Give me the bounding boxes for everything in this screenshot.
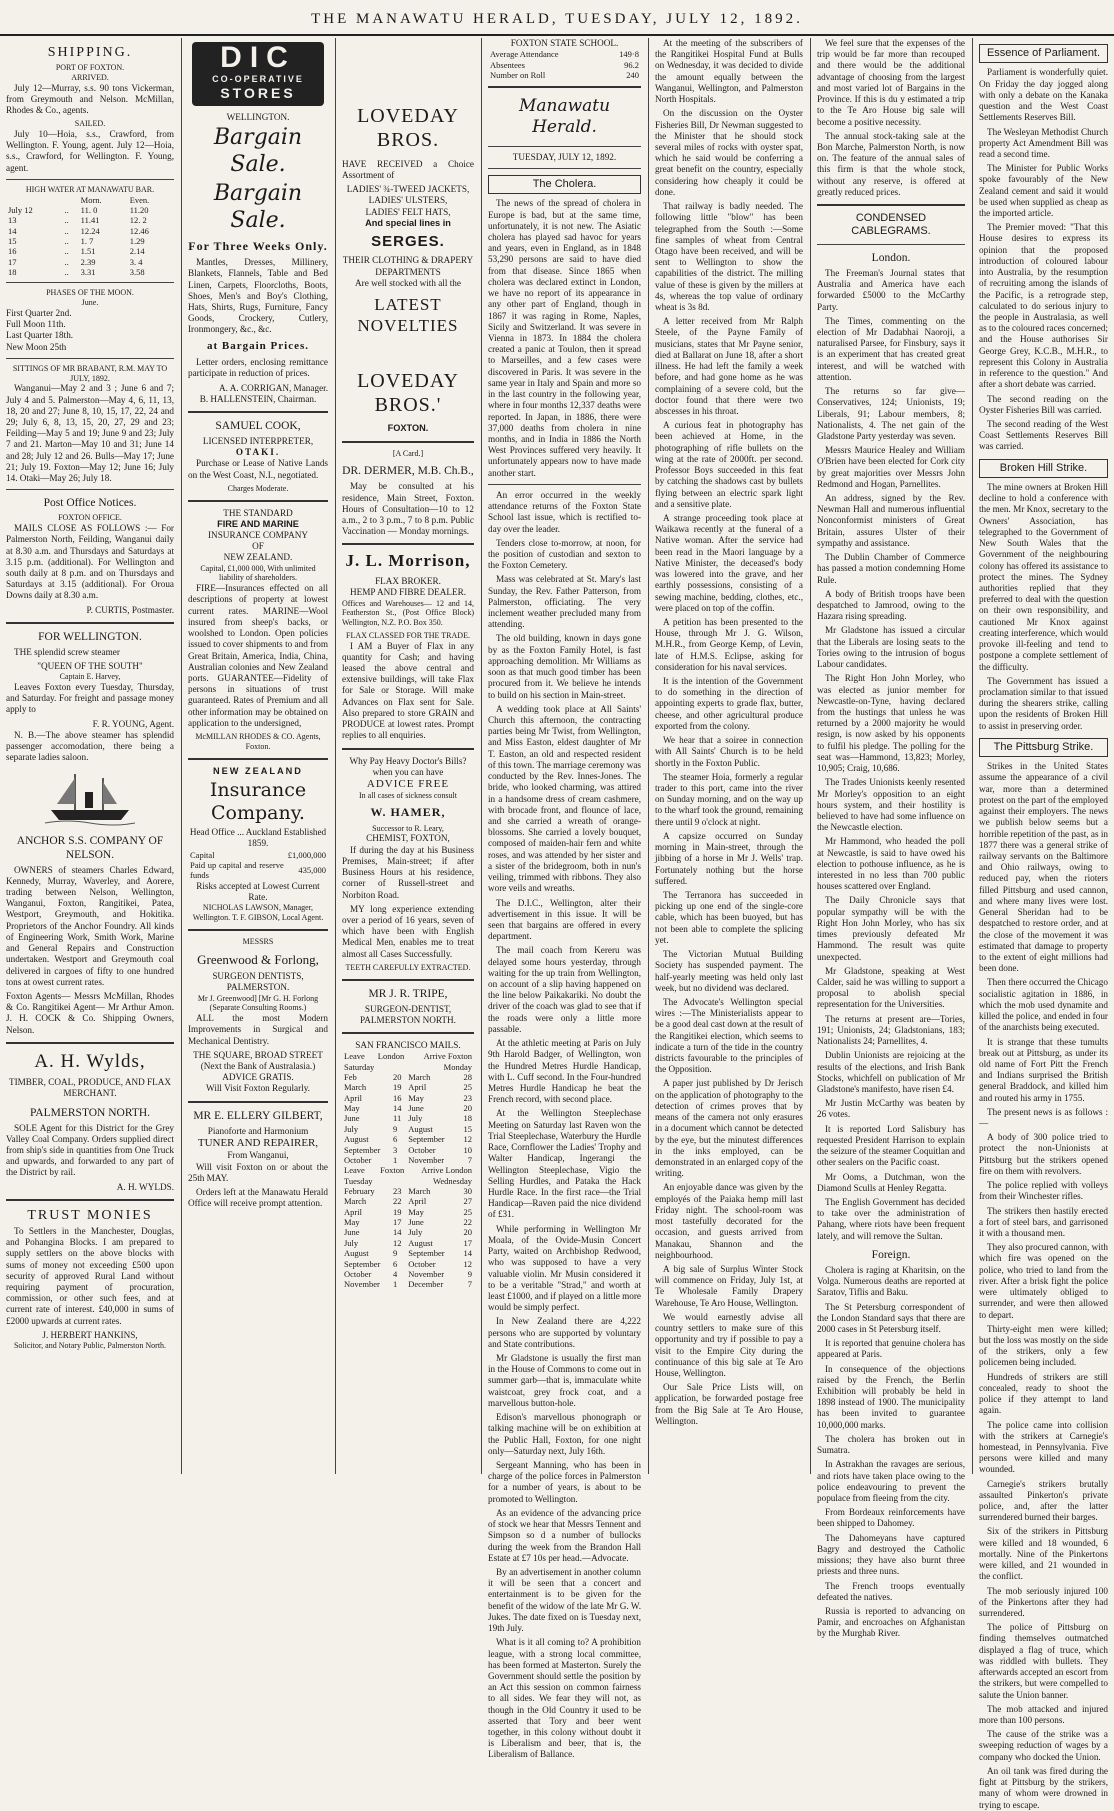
trust-text: To Settlers in the Manchester, Douglas, and Pohangina Blocks. I am prepared to supply settlers on the above blocks with sums of money not exceeding £500 upon security of approved Rural Land without requiring payment of procuration, commission, or other such fees, and at current rate of interest. £40,000 in sums of £2000 upwards at current rates. <box>6 1225 174 1326</box>
table-row: October 4 November 9 <box>344 1268 472 1279</box>
column-1 <box>0 38 180 1474</box>
hamer-heading: W. HAMER, <box>370 805 446 820</box>
cook-text: Purchase or Lease of Native Lands on the West Coast, N.I., negotiated. <box>188 458 328 480</box>
table-row: October 1 November 7 <box>344 1154 472 1165</box>
news-paragraph: Mr Gladstone is usually the first man in the House of Commons to come out in summer garb—that is, immaculate white waistcoat, grey frock coat, and a marvellous button-hole. <box>488 1353 641 1408</box>
news-paragraph: The mine owners at Broken Hill decline to hold a conference with the men. Mr Knox, secretary to the Owners' Association, has telegraphed to the Government of New South Wales that the Government of the neighbouring colony has offered its assistance to protect the mines. The Sydney authorities replied that they preferred to deal with the question on their own responsibility, and cautioned Mr Knox against creating interference, which would provoke ill-feeling and tend to postpone a complete settlement of the difficulty. <box>979 482 1108 672</box>
table-row: May 14 June 20 <box>344 1103 472 1114</box>
arrived-label: ARRIVED. <box>71 72 109 82</box>
news-paragraph: An error occurred in the weekly attendance returns of the Foxton State School last issue, which is rectified to-day over the leader. <box>488 489 641 534</box>
table-row: July 12 August 17 <box>344 1237 472 1248</box>
news-paragraph: Our Sale Price Lists will, on application, be forwarded postage free from the Big Sale at Te Aro House, Wellington. <box>655 1382 803 1426</box>
wylds-sub: TIMBER, COAL, PRODUCE, AND FLAX MERCHANT. <box>8 1077 172 1099</box>
morrison-classed: FLAX CLASSED FOR THE TRADE. <box>346 630 470 640</box>
table-row: August 9 September 14 <box>344 1248 472 1259</box>
news-paragraph: The Wesleyan Methodist Church property Act Amendment Bill was read a second time. <box>979 126 1108 159</box>
morrison-hemp: HEMP AND FIBRE DEALER. <box>349 587 467 598</box>
cable-item: A body of British troops have been despatched to Jamrood, owing to the Hazara rising spreading. <box>817 588 965 622</box>
anchor-agents: Foxton Agents— Messrs McMillan, Rhodes & Co. Rangitikei Agent— Mr Arthur Amon. J. H. COCK & Co. Shipping Owners, Nelson. <box>6 991 174 1035</box>
column-6 <box>811 38 971 1639</box>
bargain-sale: Bargain Sale. <box>213 180 303 233</box>
table-row: July 12 .. 11. 0 11.20 <box>8 204 149 215</box>
moon-phase: Full Moon 11th. <box>6 319 66 330</box>
cable-item: The English Government has decided to take over the administration of Pahang, where riots have been frequent lately, and will remove the Sultan. <box>817 1196 965 1241</box>
news-paragraph: We hear that a soiree in connection with All Saints' Church is to be held shortly in the Foxton Public. <box>655 735 803 768</box>
table-row: Feb 20 March 28 <box>344 1072 472 1083</box>
news-paragraph: Tenders close to-morrow, at noon, for the position of custodian and sexton to the Foxton Cemetery. <box>488 537 641 571</box>
news-paragraph: A wedding took place at All Saints' Church this afternoon, the contracting parties being Mr Twist, from Wellington, and Miss Easton, eldest daughter of Mr T. Easton, an old and respected resident of this town. The marriage ceremony was conducted by the Rev. Innes-Jones. The bride, who looked charming, was attired in a handsome dress of cream cashmere, with brocade front, and flounce of lace, and she carried a wreath of orange-blossoms. She carried a lovely bouquet, composed of maiden-hair fern and white roses, and was attended by her sister and a sister of the bridegroom, both in nun's veiling, trimmed with ribbons. They also wore veils and wreaths. <box>488 703 641 894</box>
gilbert-text: Will visit Foxton on or about the 25th MAY. <box>188 1161 328 1183</box>
news-paragraph: A curious feat in photography has been achieved at Home, in the photographing of rifle bullets on the wing at the rate of 2000ft. per second. Professor Boys succeeded in this feat by catching the shadows cast by bullets flying between an electric spark light and a sensitive plate. <box>655 420 803 509</box>
nzi-risks: Risks accepted at Lowest Current Rate. <box>196 880 320 902</box>
wellington-sailings: Leaves Foxton every Tuesday, Thursday, and Saturday. For freight and passage money apply to <box>6 682 174 715</box>
nzi-office: Head Office ... Auckland Established 1859. <box>189 827 327 849</box>
news-paragraph: The second reading on the Oyster Fisheries Bill was carried. <box>979 393 1108 415</box>
dic-logo-sub: CO-OPERATIVE <box>212 74 304 84</box>
news-paragraph: The mob attacked and injured more than 100 persons. <box>979 1703 1108 1725</box>
loveday-latest: LATEST NOVELTIES <box>357 295 459 335</box>
arrived-text: July 12—Murray, s.s. 90 tons Vickerman, from Greymouth and Nelson. McMillan, Rhodes & Co., agents. <box>6 82 174 116</box>
news-paragraph: The steamer Hoia, formerly a regular trader to this port, came into the river on Sunday morning, and on the way up to the wharf took the ground, remaining there until 9 o'clock at night. <box>655 771 803 827</box>
captain: Captain E. Harvey, <box>59 672 121 682</box>
table-row: August 6 September 12 <box>344 1134 472 1145</box>
cable-item: Cholera is raging at Kharitsin, on the Volga. Numerous deaths are reported at Saratov, Tiflis and Baku. <box>817 1264 965 1298</box>
news-paragraph: As an evidence of the advancing price of stock we hear that Messrs Tennent and Simpson so d a number of bullocks during the week from the Brandon Hall Estate at £7 10s per head.—Advocate. <box>488 1507 641 1563</box>
standard-capital: Capital, £1,000 000, With unlimited liability of shareholders. <box>200 563 316 583</box>
court-heading: SITTINGS OF MR BRABANT, R.M. MAY TO JULY, 1892. <box>12 363 168 383</box>
pittsburg-heading: The Pittsburg Strike. <box>979 738 1108 757</box>
table-row: Average Attendance 149·8 <box>490 49 639 60</box>
news-paragraph: The Victorian Mutual Building Society has suspended payment. The half-yearly meeting was held only last week, but no dividend was declared. <box>655 949 803 993</box>
news-paragraph: Carnegie's strikers brutally assaulted Pinkerton's private police, and, after the latter surrendered burned their barges. <box>979 1478 1108 1523</box>
table-row: March 22 April 27 <box>344 1196 472 1207</box>
news-paragraph: The D.I.C., Wellington, alter their advertisement in this issue. It will be seen that bargains are offered in every department. <box>488 897 641 942</box>
issue-date: TUESDAY, JULY 12, 1892. <box>512 151 617 162</box>
table-row: March 19 April 25 <box>344 1082 472 1093</box>
cable-item: Messrs Maurice Healey and William O'Brien have been elected for Cork city by great majorities over Messrs John Redmond and Hogan, Parnellites. <box>817 445 965 489</box>
gf-sub: SURGEON DENTISTS, PALMERSTON. <box>212 971 304 993</box>
news-paragraph: The Premier moved: "That this House desires to express its opinion that the proposed introduction of coloured labour into Australia, by the resumption of recruiting among the islands of the Pacific, is a retrograde step, calculated to do serious injury to the people in Australasia, as well as to the coloured races concerned; and the House authorises Sir George Grey, K.C.B., M.H.R., to represent this Colony in Australia in reference to the question." And after a short debate was carried. <box>979 222 1108 390</box>
mails-table <box>342 1051 474 1289</box>
foreign-heading: Foreign. <box>871 1248 911 1261</box>
news-paragraph: They also procured cannon, with which fire was opened on the police, who tried to land from the river. After a brisk fight the police were ultimately obliged to surrender, and were then allowed to depart. <box>979 1242 1108 1320</box>
news-paragraph: A letter received from Mr Ralph Steele, of the Payne Family of musicians, states that Mr Payne senior, died at Ballarat on June 18, after a short illness. He had left the family a week before, and had gone home as he was complaining of a severe cold, but the doctor found that there were two abscesses in his throat. <box>655 316 803 416</box>
gilbert-from: From Wanganui, <box>227 1150 289 1161</box>
sailed-label: SAILED. <box>74 119 106 129</box>
news-paragraph: A paper just published by Dr Jerisch on the application of photography to the detection of crimes proves that by means of the camera not only erasures in a document which cannot be detected by the eye, but the minutest differences in the inks employed, can be demonstrated in an enlarged copy of the writing. <box>655 1078 803 1179</box>
cable-item: It is reported Lord Salisbury has requested President Harrison to explain the seizure of the steamer Coquitlan and other sealers on the Pacific coast. <box>817 1123 965 1168</box>
column-3 <box>336 38 480 1474</box>
trust-sign: J. HERBERT HANKINS, <box>42 1329 138 1340</box>
news-paragraph: Parliament is wonderfully quiet. On Friday the day jogged along with only a debate on the Kanaka question and the West Coast Settlements Reserves Bill. <box>979 67 1108 123</box>
cable-item: Russia is reported to advancing on Pamir, and encroaches on Afghanistan by the Murghab River. <box>817 1605 965 1639</box>
table-row: Capital £1,000,000 <box>190 849 326 860</box>
tripe-heading: MR J. R. TRIPE, <box>368 987 448 1000</box>
news-paragraph: Hundreds of strikers are still concealed, ready to shoot the police if they attempt to land again. <box>979 1371 1108 1416</box>
news-paragraph: The old building, known in days gone by as the Foxton Family Hotel, is fast approaching demolition. Mr Williams as soon as that much good timber has been procured from it. We believe he intends to build on his section in Main-street. <box>488 633 641 700</box>
wellington-heading: FOR WELLINGTON. <box>38 630 142 643</box>
table-row: Absentees 96.2 <box>490 59 639 70</box>
news-paragraph: The strikers then hastily erected a fort of steel bars, and garrisoned it with a thousand men. <box>979 1205 1108 1238</box>
news-paragraph: At the Wellington Steeplechase Meeting on Saturday last Raven won the Trial Steeplechase, Waterbury the Hurdle Race, Cornflower the Ladies' Trophy and Walter Handicap, Ingerangi the Wellington Steeplechase, Vigio the Selling Hurdles, and Pataka the Hack Hurdle Race. In the first race—the Trial Handicap—Raven paid the nice dividend of £31. <box>488 1108 641 1220</box>
cable-item: The Freeman's Journal states that Australia and America have each forwarded £5000 to the McCarthy Party. <box>817 267 965 312</box>
table-row: July 9 August 15 <box>344 1123 472 1134</box>
loveday-item: LADIES' ¾-TWEED JACKETS, <box>346 184 470 195</box>
news-paragraph: An enjoyable dance was given by the employés of the Paiaka hemp mill last Friday night. The school-room was most tastefully decorated for the occasion, and guests arrived from Manakau, Shannon and the neighbourhood. <box>655 1182 803 1260</box>
dic-letter: Letter orders, enclosing remittance participate in reduction of prices. <box>188 357 328 379</box>
hamer-advice: ADVICE FREE <box>366 777 450 790</box>
cable-item: Mr Hammond, who headed the poll at Newcastle, is said to have owed his election to pothouse influence, as he is interested in no less than 700 public houses scattered over England. <box>817 836 965 892</box>
table-row: Number on Roll 240 <box>490 69 639 80</box>
news-paragraph: It is strange that these tumults break out at Pittsburg, as under its old name of Fort Pitt the French and Indians surprised the British general Braddock, and killed him and routed his army in 1755. <box>979 1036 1108 1103</box>
gilbert-heading: MR E. ELLERY GILBERT, <box>193 1109 323 1122</box>
standard-of: OF <box>252 541 264 552</box>
loveday-item: LADIES' FELT HATS, <box>365 206 451 217</box>
gf-address: THE SQUARE, BROAD STREET (Next the Bank of Australasia.) <box>193 1049 323 1071</box>
table-row: September 3 October 10 <box>344 1144 472 1155</box>
loveday-serges: SERGES. <box>371 233 445 251</box>
wylds-text: SOLE Agent for this District for the Grey Valley Coal Company. Orders supplied direct from ship's side in quantities from One Truck and upwards, and forwarded to any part of the District by rail. <box>6 1122 174 1178</box>
trust-heading: TRUST MONIES <box>27 1207 153 1223</box>
sailed-text: July 10—Hoia, s.s., Crawford, from Wellington. F. Young, agent. July 12—Hoia, s.s., Crawford, for Wellington. F. Young, agent. <box>6 128 174 173</box>
cables-heading: CONDENSED CABLEGRAMS. <box>851 212 931 238</box>
hamer-why: Why Pay Heavy Doctor's Bills? when you can have <box>349 755 467 777</box>
column-5 <box>649 38 809 1474</box>
news-paragraph: It is the intention of the Government to do something in the direction of appointing experts to grade flax, butter, cheese, and other agricultural produce exported from the colony. <box>655 676 803 731</box>
news-paragraph: That railway is badly needed. The following little "blow" has been telegraphed from the South :—Some fine samples of wheat from Central Otago have been received, and will be sent to Wellington to show the capabilities of the district. The milling value of these is given by the millers at 4s, whereas the top value of ordinary wheat is 3s 8d. <box>655 201 803 313</box>
news-paragraph: Then there occurred the Chicago socialistic agitation in 1886, in which the mob used dynamite and killed the police, and ended in four of the anarchists being executed. <box>979 977 1108 1033</box>
table-row: 13 .. 11.41 12. 2 <box>8 215 147 226</box>
mails-heading: SAN FRANCISCO MAILS. <box>355 1040 461 1051</box>
cable-item: Dublin Unionists are rejoicing at the results of the elections, and Irish Bank Stocks, whichfell on publication of Mr Gladstone's manifesto, have risen £4. <box>817 1050 965 1094</box>
wylds-place: PALMERSTON NORTH. <box>29 1106 151 1119</box>
standard-agents: McMILLAN RHODES & CO. Agents, Foxton. <box>195 732 321 751</box>
three-weeks: For Three Weeks Only. <box>188 238 328 253</box>
gilbert-sub2: TUNER AND REPAIRER, <box>197 1136 319 1149</box>
dic-place: WELLINGTON. <box>226 112 290 122</box>
news-paragraph: Six of the strikers in Pittsburg were killed and 18 wounded, 6 mortally. Nine of the Pinkertons were killed, and 21 wounded in the conflict. <box>979 1526 1108 1582</box>
tide-heading: HIGH WATER AT MANAWATU BAR. <box>25 184 155 194</box>
table-row: May 17 June 22 <box>344 1217 472 1228</box>
post-office-sub: FOXTON OFFICE. <box>58 513 122 523</box>
news-paragraph: The Advocate's Wellington special wires :—The Ministerialists appear to be a good deal cast down at the result of the Rangitikei election, which seems to indicate a turn of the tide in the country districts favourable to the principles of the Opposition. <box>655 996 803 1075</box>
gf-visit: Will Visit Foxton Regularly. <box>206 1083 310 1094</box>
bargain-sale: Bargain Sale. <box>213 125 303 178</box>
school-table <box>488 49 641 80</box>
news-paragraph: The second reading of the West Coast Settlements Reserves Bill was carried. <box>979 418 1108 452</box>
news-paragraph: Strikes in the United States assume the appearance of a civil war, more than a determined protest on the part of the employed against their employers. The news we publish below seems but a horrible repetition of the past, as in 1877 there was a general strike of railway servants on the Baltimore and Ohio railways, owing to reduced pay, when the rioters filled Pittsburg and used cannon, and where many lives were lost. General Sheridan had to be despatched to restore order, and at the close of the movement it was estimated that damage to property to the extent of eight millions had been done. <box>979 761 1108 974</box>
loveday-have: HAVE RECEIVED a Choice Assortment of <box>342 158 474 180</box>
dermer-heading: DR. DERMER, M.B. Ch.B., <box>342 465 474 478</box>
essence-heading: Essence of Parliament. <box>979 44 1108 63</box>
table-row: Leave Foxton Tuesday Arrive London Wednesday <box>344 1165 472 1186</box>
dermer-text: May be consulted at his residence, Main Street, Foxton. Hours of Consultation—10 to 12 a.m., 2 to 3 p.m., 7 to 8 p.m. Public Vaccination — Monday mornings. <box>342 481 474 537</box>
news-paragraph: Sergeant Manning, who has been in charge of the police forces in Palmerston for a number of years, is about to be promoted to Wellington. <box>488 1460 641 1504</box>
column-7 <box>973 38 1114 1810</box>
table-row: Leave London Saturday Arrive Foxton Monday <box>344 1051 472 1072</box>
news-paragraph: The police of Pittsburg on finding themselves outmatched displayed a flag of truce, which was riddled with bullets. They afterwards accepted an escort from the strikers, but were compelled to salute the Union banner. <box>979 1622 1108 1700</box>
cable-item: The Trades Unionists keenly resented Mr Morley's opposition to an eight hours system, and their hostility is believed to have had some influence on the Newcastle election. <box>817 777 965 833</box>
dic-logo-stores: STORES <box>220 84 296 101</box>
cable-item: The Dahomeyans have captured Bagry and destroyed the Catholic missions; they have also burnt three priests and three nuns. <box>817 1532 965 1577</box>
moon-phase: Last Quarter 18th. <box>6 330 74 341</box>
news-paragraph: The police replied with volleys from their Winchester rifles. <box>979 1180 1108 1202</box>
gilbert-sub: Pianoforte and Harmonium <box>207 1125 309 1136</box>
dic-goods: Mantles, Dresses, Millinery, Blankets, Flannels, Table and Bed Linen, Carpets, Floorcloths, Boots, Shoes, Men's and Boy's Clothing, Hats, Shirts, Rugs, Furniture, Fancy Goods, Crockery, Cutlery, Ironmongery, &c., &c. <box>188 257 328 335</box>
newspaper-flag: Manawatu Herald. <box>518 96 611 138</box>
cable-item: From Bordeaux reinforcements have been shipped to Dahomey. <box>817 1507 965 1529</box>
news-paragraph: The present news is as follows :— <box>979 1106 1108 1129</box>
news-paragraph: A capsize occurred on Sunday morning in Main-street, through the jibbing of a horse in Mr J. Wells' trap. Fortunately nothing but the horse suffered. <box>655 830 803 886</box>
news-paragraph: At the athletic meeting at Paris on July 9th Harold Badger, of Wellington, won the Hundred Metres Hurdle Handicap, with L. Cuff second. In the Four-hundred Metres Hurdle Handicap he beat the French record, with second place. <box>488 1038 641 1105</box>
morrison-text: I AM a Buyer of Flax in any quantity for Cash; and having leased the above central and extensive buildings, will take Flax for Sale or Storage. Will make Advances on Flax sent for Sale. Also prepared to store GRAIN and PRODUCE at lowest rates. Prompt replies to all enquiries. <box>342 640 474 741</box>
cholera-text: The news of the spread of cholera in Europe is bad, but at the same time, unfortunately, it is not new. The Asiatic cholera has played sad havoc for years and years, even in England, as in 1848 53,290 persons are said to have died from that disease. Since 1865 when cholera was declared extinct in London, we have no report of its appearance in any other part of England, though in 1867 it was raging in Rome, Naples, Sicily and Switzerland. It was severe in Vienna in 1873. In 1884 the cholera created a panic at Toulon, then it spread to Marseilles, and a few cases were discovered in Paris. It was severe in the same year in Italy and Spain and more so in the last country in the following year, where in four months 12,337 deaths were reported. In Japan, in 1886, there were 37,000 deaths from cholera in nine months, and in India in 1886 the North West Provinces suffered very heavily. It unfortunately appears now to have made another start. <box>488 198 641 478</box>
table-row: Morn. Even. <box>80 194 150 205</box>
table-row: 14 .. 12.24 12.46 <box>8 225 149 236</box>
news-paragraph: What is it all coming to? A prohibition league, with a strong local committee, has been formed at Masterton. Surely the Government should settle the position by an Act this session on common fairness to all sides. We fear they will not, as though in the Old Country it used to be asserted that Tory and beer went together, in this colony without doubt it is Liberalism and beer, that is, the Liberalism of Ballance. <box>488 1637 641 1760</box>
card-label: [A Card.] <box>392 448 424 458</box>
news-paragraph: While performing in Wellington Mr Moala, of the Ovide-Musin Concert Party, waited on Archbishop Redwood, who was supposed to have a very valuable violin. Mr Musin considered it to be a veritable "Strad," and worth at least £1000, and if played on a little more would be simply perfect. <box>488 1223 641 1313</box>
cook-charges: Charges Moderate. <box>227 483 289 493</box>
standard-nz: NEW ZEALAND. <box>223 552 293 563</box>
news-paragraph: The police came into collision with the strikers at Carnegie's homestead, in Pennsylvania. Five persons were killed and many wounded. <box>979 1419 1108 1475</box>
table-row: April 19 May 25 <box>344 1206 472 1217</box>
wellington-agent: F. R. YOUNG, Agent. <box>92 718 174 729</box>
cable-item: Mr Gladstone has issued a circular that the Liberals are losing seats to the Tories owing to the intrusion of bogus Labour candidates. <box>817 625 965 670</box>
broken-hill-heading: Broken Hill Strike. <box>979 459 1108 478</box>
table-row: November 1 December 7 <box>344 1279 472 1290</box>
wylds-sign: A. H. WYLDS. <box>116 1181 174 1192</box>
news-paragraph: At the meeting of the subscribers of the Rangitikei Hospital Fund at Bulls on Wednesday, it was decided to divide the amount equally between the Wanganui, Wellington, and Palmerston North Hospitals. <box>655 38 803 105</box>
cook-sub: LICENSED INTERPRETER, <box>202 435 314 446</box>
cook-heading: SAMUEL COOK, <box>215 419 301 432</box>
cable-item: The returns at present are—Tories, 191; Unionists, 24; Gladstonians, 183; Nationalists 24; Parnellites, 4. <box>817 1013 965 1047</box>
post-office-text: MAILS CLOSE AS FOLLOWS :— For Palmerston North, Feilding, Wanganui daily at 8.30 a.m. and Thursdays and Saturdays at 3.15 p.m. (additional). For Wellington and south daily at 8 p.m. and on Thursdays and Saturdays at 3.15 (additional). For Oroua Downs daily at 8.30 a.m. <box>6 523 174 601</box>
standard-heading: THE STANDARD <box>223 507 293 518</box>
ship-name: "QUEEN OF THE SOUTH" <box>37 661 143 672</box>
nzi-capital-table <box>188 850 328 881</box>
dic-manager: A. A. CORRIGAN, Manager. <box>219 382 328 393</box>
news-paragraph: The annual stock-taking sale at the Bon Marche, Palmerston North, is now on. The feature of the annual sales of this firm is that the whole stock, without any reserve, is offered at greatly reduced prices. <box>817 130 965 197</box>
loveday-stocked: Are well stocked with all the <box>355 277 461 288</box>
table-row: Paid up capital and reserve funds 435,000 <box>190 859 326 881</box>
news-paragraph: The mob seriously injured 100 of the Pinkertons after they had surrendered. <box>979 1585 1108 1618</box>
tide-table <box>6 195 174 278</box>
news-paragraph: Edison's marvellous phonograph or talking machine will be on exhibition at the Public Hall, Foxton, for one night only—Saturday next, July 16th. <box>488 1412 641 1456</box>
loveday-place: FOXTON. <box>387 423 429 434</box>
steamship-icon <box>45 770 135 828</box>
news-paragraph: A body of 300 police tried to protect the non-Unionists at Pittsburg but the strikers opened fire on them with revolvers. <box>979 1132 1108 1176</box>
moon-heading: PHASES OF THE MOON. <box>46 288 134 298</box>
gilbert-orders: Orders left at the Manawatu Herald Office will receive prompt attention. <box>188 1186 328 1209</box>
post-office-sign: P. CURTIS, Postmaster. <box>86 604 174 615</box>
cholera-heading: The Cholera. <box>488 175 641 194</box>
morrison-heading: J. L. Morrison, <box>345 551 471 571</box>
gf-heading: Greenwood & Forlong, <box>197 952 319 968</box>
gf-advice: ADVICE GRATIS. <box>222 1072 294 1083</box>
table-row: 15 .. 1. 7 1.29 <box>8 236 145 247</box>
cable-item: Mr Gladstone, speaking at West Calder, said he was willing to support a proposal to abolish special representation for the Universities. <box>817 965 965 1010</box>
table-row: September 6 October 12 <box>344 1258 472 1269</box>
dic-logo <box>192 42 324 106</box>
loveday-heading: LOVEDAY BROS. <box>357 105 459 152</box>
nzi-heading: NEW ZEALAND <box>213 765 303 776</box>
cable-item: The Daily Chronicle says that popular sympathy will be with the Right Hon John Morley, who has six times previously defeated Mr Hammond. The result was quite unexpected. <box>817 895 965 962</box>
cable-item: The Right Hon John Morley, who was elected as junior member for Newcastle-on-Tyne, having declared from the hustings that unless he was returned by a 2000 majority he would resign, is now asked by his opponents to fulfil his pledge. The polling for the seat was—Hammond, 13,823; Morley, 10,905; Craig, 10,686. <box>817 673 965 774</box>
cable-item: The Dublin Chamber of Commerce has passed a motion condemning Home Rule. <box>817 552 965 585</box>
morrison-offices: Offices and Warehouses— 12 and 14, Featherston St., (Post Office Block) Wellington, N.Z. P.O. Box 350. <box>342 598 474 628</box>
dic-chairman: B. HALLENSTEIN, Chairman. <box>199 393 317 404</box>
bargain-prices: at Bargain Prices. <box>206 339 309 352</box>
gf-messrs: MESSRS <box>242 936 274 946</box>
news-paragraph: We would earnestly advise all country settlers to make sure of this opportunity and try if possible to pay a visit to the Empire City during the continuance of this big sale at Te Aro House, Wellington. <box>655 1311 803 1378</box>
moon-phase: New Moon 25th <box>6 341 67 352</box>
cable-item: The cholera has broken out in Sumatra. <box>817 1433 965 1456</box>
news-paragraph: We feel sure that the expenses of the trip would be far more than recouped and there would be the additional advantage of choosing from the largest and most varied lot of Bargains in the Province. If this is du y estimated a trip to the Te Aro House big sale will become a positive necessity. <box>817 38 965 127</box>
masthead <box>0 0 1114 36</box>
news-paragraph: A big sale of Surplus Winter Stock will commence on Friday, July 1st, at Te Wholesale Family Drapery Warehouse, Te Aro House, Wellington. <box>655 1263 803 1308</box>
anchor-heading: ANCHOR S.S. COMPANY OF NELSON. <box>16 834 164 861</box>
news-paragraph: An oil tank was fired during the fight at Pittsburg by the strikers, many of whom were drowned in trying to escape. <box>979 1765 1108 1810</box>
wellington-note: N. B.—The above steamer has splendid passenger accomodation, there being a separate ladies saloon. <box>6 729 174 763</box>
moon-month: June. <box>81 298 99 308</box>
loveday-heading-2: LOVEDAY BROS.' <box>357 369 459 416</box>
hamer-cases: In all cases of sickness consult <box>359 791 457 801</box>
trust-sign-sub: Solicitor, and Notary Public, Palmerston North. <box>13 1341 167 1351</box>
school-heading: FOXTON STATE SCHOOL. <box>510 38 619 48</box>
teeth-text: MY long experience extending over a period of 16 years, seven of which have been with English Medical Men, enables me to treat almost all Cases Successfully. <box>342 903 474 959</box>
gf-names: Mr J. Greenwood] [Mr G. H. Forlong (Separate Consulting Rooms.) <box>197 993 319 1013</box>
standard-sub2: INSURANCE COMPANY <box>208 530 308 541</box>
news-paragraph: The mail coach from Kereru was delayed some hours yesterday, through waiting for the up train from Wellington, on account of a slip having happened on the line below Paikakariki. No doubt the driver of the coach was glad to see that if the roads were only a little more passable. <box>488 945 641 1034</box>
cable-item: The St Petersburg correspondent of the London Standard says that there are 2000 cases in St Petersburg itself. <box>817 1301 965 1334</box>
table-row: June 14 July 20 <box>344 1227 472 1238</box>
morrison-flax: FLAX BROKER. <box>375 576 441 587</box>
hamer-chemist: CHEMIST, FOXTON, <box>366 833 450 844</box>
cable-item: It is reported that genuine cholera has appeared at Paris. <box>817 1338 965 1360</box>
news-paragraph: A strange proceeding took place at Waikawa recently at the funeral of a Native woman. After the service had been read in the Maori language by a Native Minister, the deceased's body was lowered into the grave, and her earthly possessions, consisting of a sewing machine, bedding, clothes, etc., were placed on top of the coffin. <box>655 512 803 613</box>
wylds-heading: A. H. Wylds, <box>34 1050 146 1072</box>
news-paragraph: Mass was celebrated at St. Mary's last Sunday, the Rev. Father Patterson, from Palmerston, officiating. The very inclement weather precluded many from attending. <box>488 574 641 630</box>
news-paragraph: The Government has issued a proclamation similar to that issued during the shearers strike, calling upon the residents of Broken Hill to assist in preserving order. <box>979 675 1108 731</box>
gf-text: ALL the most Modern Improvements in Surgical and Mechanical Dentistry. <box>188 1013 328 1046</box>
masthead-title: THE MANAWATU HERALD, TUESDAY, JULY 12, 1892. <box>311 11 803 27</box>
loveday-dept: THEIR CLOTHING & DRAPERY DEPARTMENTS <box>342 255 474 277</box>
news-paragraph: The Minister for Public Works spoke favourably of the New Zealand cement and said it would be used when supplied as cheap as the imported article. <box>979 163 1108 219</box>
cable-item: An address, signed by the Rev. Newman Hall and numerous influential Nonconformist ministers of Great Britain, assures Ulster of their sympathy and assistance. <box>817 493 965 548</box>
news-paragraph: In New Zealand there are 4,222 persons who are supported by voluntary and State contributions. <box>488 1316 641 1349</box>
column-2 <box>182 38 334 1474</box>
standard-sub: FIRE AND MARINE <box>217 518 299 529</box>
dic-logo-text: DIC <box>220 41 296 74</box>
table-row: February 23 March 30 <box>344 1185 472 1196</box>
loveday-item: LADIES' ULSTERS, <box>368 195 448 206</box>
table-row: 17 .. 2.39 3. 4 <box>8 256 143 267</box>
shipping-heading: SHIPPING. <box>47 45 133 60</box>
news-paragraph: By an advertisement in another column it will be seen that a concert and entertainment is to be given for the benefit of the widow of the late Mr G. W. Jukes. The date fixed on is Tuesday next, 19th July. <box>488 1566 641 1634</box>
table-row: June 11 July 18 <box>344 1113 472 1124</box>
tripe-sub: SURGEON-DENTIST, <box>364 1003 452 1014</box>
loveday-special: And special lines in <box>365 217 451 228</box>
table-row: April 16 May 23 <box>344 1092 472 1103</box>
cook-place: OTAKI. <box>235 447 281 458</box>
london-heading: London. <box>871 251 911 264</box>
port-heading: PORT OF FOXTON. <box>55 63 125 73</box>
column-4 <box>482 38 647 1760</box>
cable-item: The Times, commenting on the election of Mr Dadabhai Naoroji, a naturalised Parsee, for Finsbury, says it is an experiment that has created great interest, and will be watched with attention. <box>817 315 965 382</box>
nzi-sign: NICHOLAS LAWSON, Manager, Wellington. T. F. GIBSON, Local Agent. <box>192 903 324 922</box>
hamer-sub: Successor to R. Leary, <box>372 823 444 833</box>
news-paragraph: On the discussion on the Oyster Fisheries Bill, Dr Newman suggested to the Minister that he should stock several miles of rocks with oyster spat, which he said would be conferring a great benefit on the country, especially considering how cheaply it could be done. <box>655 108 803 197</box>
cable-item: In consequence of the objections raised by the French, the Berlin Exhibition will probably be held in 1898 instead of 1900. The municipality has been invited to guarantee 10,000,000 marks. <box>817 1363 965 1430</box>
teeth-extracted: TEETH CAREFULLY EXTRACTED. <box>345 962 471 972</box>
post-office-heading: Post Office Notices. <box>43 497 137 510</box>
cable-item: Mr Ooms, a Dutchman, won the Diamond Sculls at Henley Regatta. <box>817 1171 965 1193</box>
table-row: 18 .. 3.31 3.58 <box>8 267 145 278</box>
table-row: 16 .. 1.51 2.14 <box>8 246 145 257</box>
cable-item: The returns so far give—Conservatives, 124; Unionists, 19; Liberals, 91; Labour members, 8; Nationalists, 4. The net gain of the Gladstone Party yesterday was seven. <box>817 386 965 441</box>
news-paragraph: The Terranora has succeeded in picking up one end of the single-core cable, which has been buoyed, but has not been able to complete the splicing yet. <box>655 889 803 945</box>
news-paragraph: The cause of the strike was a sweeping reduction of wages by a company who docked the Union. <box>979 1729 1108 1762</box>
news-paragraph: Thirty-eight men were killed; but the loss was mostly on the side of the strikers, only a few policemen being included. <box>979 1323 1108 1368</box>
moon-phase: First Quarter 2nd. <box>6 307 72 318</box>
hamer-text: If during the day at his Business Premises, Main-street; if after Business Hours at his residence, corner of Russell-street and Norbiton Road. <box>342 844 474 900</box>
tripe-place: PALMERSTON NORTH. <box>360 1014 456 1025</box>
anchor-text: OWNERS of steamers Charles Edward, Kennedy, Murray, Waverley, and Aorere, trading between Nelson, Wellington, Wanganui, Foxton, Rangitikei, Patea, Westport, Greymouth, and Hokitika. Proprietors of the Anchor Foundry. All kinds of Engineering Work, Smith Work, Marine and General Repairs and Construction undertaken. Westport and Greymouth coal delivered in cargoes of fifty to one hundred tons at owest current rates. <box>6 864 174 987</box>
news-paragraph: A petition has been presented to the House, through Mr J. G. Wilson, M.H.R., from George Kemp, of Levin, late of H.M.S. Eclipse, asking for consideration for his naval services. <box>655 616 803 672</box>
cable-item: The French troops eventually defeated the natives. <box>817 1580 965 1602</box>
cable-item: Mr Justin McCarthy was beaten by 26 votes. <box>817 1098 965 1120</box>
court-text: Wanganui—May 2 and 3 ; June 6 and 7; July 4 and 5. Palmerston—May 4, 6, 11, 13, 18, 20 and 27; June 8, 10, 15, 17, 22, 24 and 29; July 6, 8, 13, 15, 20, 27, 29 and 23; Feilding—May 5 and 19; June 9 and 23; July 7 and 21. Marton—May 10 and 31; June 14 and 28; July 12 and 26. Bulls—May 17; June 21; July 19. Foxton—May 12; June 16; July 14. Otaki—May 26; July 18. <box>6 383 174 484</box>
wellington-text: THE splendid screw steamer <box>14 646 120 657</box>
cable-item: In Astrakhan the ravages are serious, and riots have taken place owing to the police endeavouring to prevent the populace from fleeing from the city. <box>817 1459 965 1503</box>
standard-text: FIRE—Insurances effected on all descriptions of property at lowest current rates. MARINE—Wool insured from sheep's backs, or woolshed to London. Open policies issued to cover shipments to and from Great Britain, America, India, China, Australian colonies and New Zealand ports. GUARANTEE—Fidelity of persons in situations of trust guaranteed. Rates of Premium and all other information may be obtained on application to the undersigned, <box>188 583 328 728</box>
nzi-sub: Insurance Company. <box>209 778 307 824</box>
